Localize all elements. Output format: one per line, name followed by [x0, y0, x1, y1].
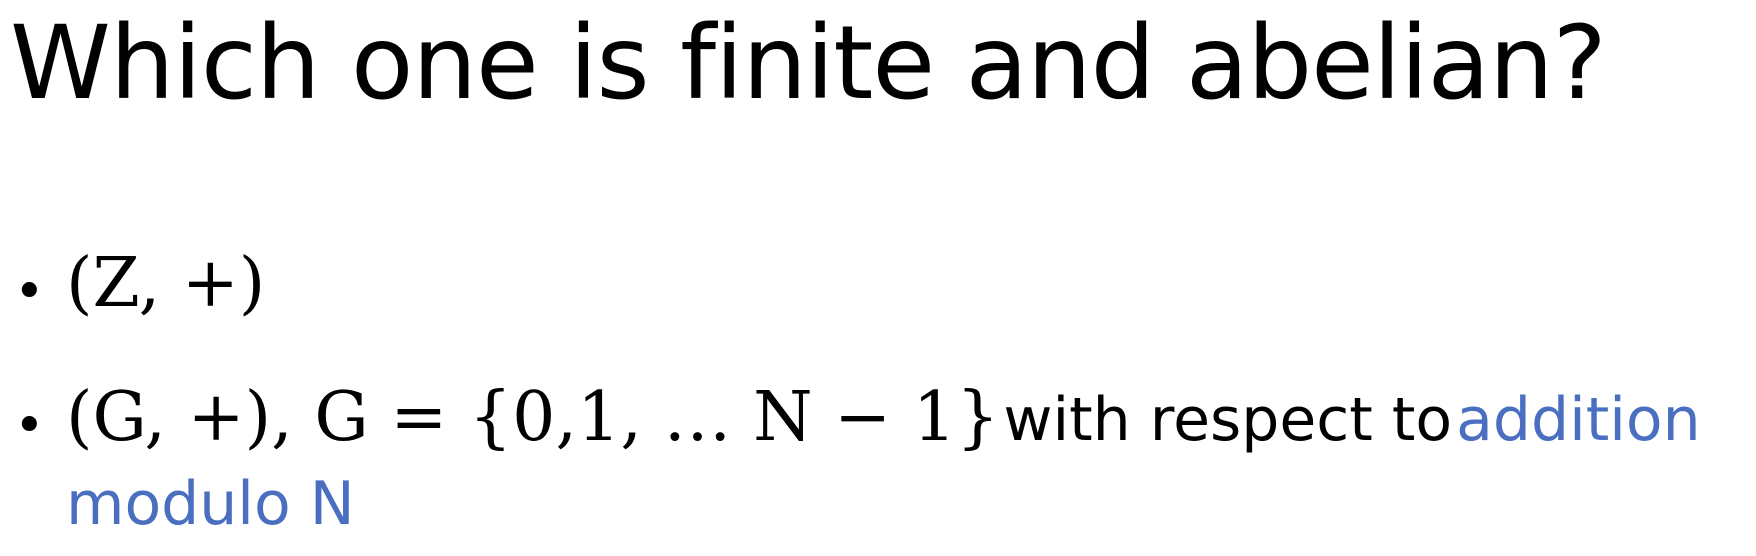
- math-g-plus: (G, +), G = {0,1, … N − 1}: [66, 378, 1000, 457]
- bullet-item-continuation: [0, 468, 1756, 556]
- bullet-text-with-respect-to: with respect to: [1003, 385, 1453, 455]
- bullet-item-z-plus: [0, 246, 1756, 340]
- highlight-addition: addition: [1456, 385, 1701, 455]
- slide-title: Which one is finite and abelian?: [10, 4, 1606, 123]
- highlight-modulo-n: modulo N: [66, 469, 355, 539]
- bullet-dot-icon: •: [14, 396, 45, 456]
- math-z-plus: (Z, +): [66, 244, 266, 323]
- bullet-dot-icon: •: [14, 262, 45, 322]
- bullet-item-g-plus: [0, 380, 1756, 474]
- bullet-list: [0, 246, 1756, 556]
